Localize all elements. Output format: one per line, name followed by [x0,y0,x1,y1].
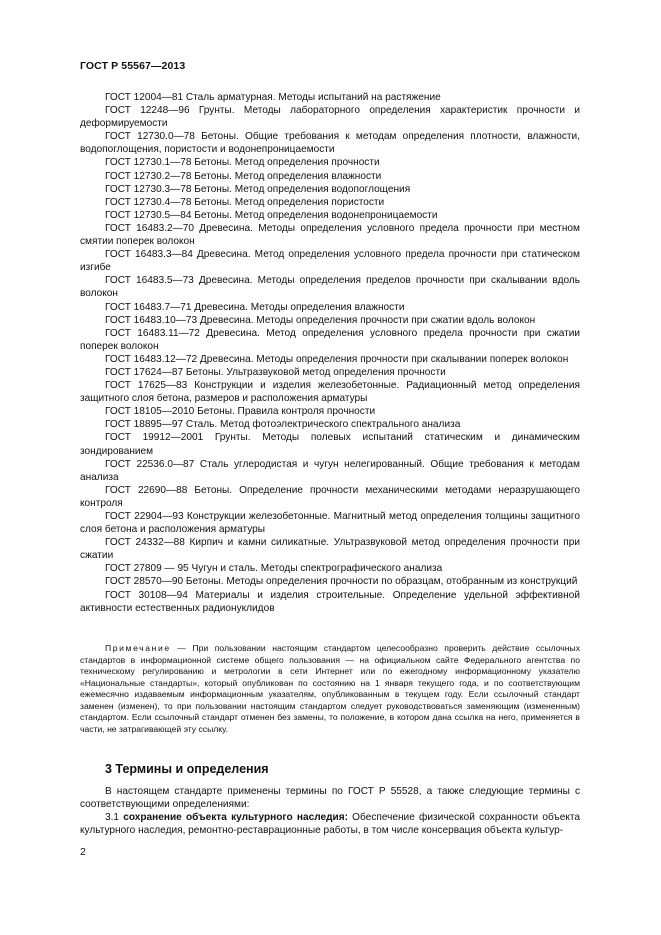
reference-item: ГОСТ 16483.12—72 Древесина. Методы определения прочности при скалывании поперек волокон [105,353,569,365]
reference-item: ГОСТ 12248—96 Грунты. Методы лабораторного определения характеристик прочности и деформируемости [80,105,580,130]
page-number: 2 [80,846,86,858]
reference-item: ГОСТ 12730.0—78 Бетоны. Общие требования к методам определения плотности, влажности, водопоглощения, пористости и водонепроницаемости [80,131,580,156]
reference-item: ГОСТ 17624—87 Бетоны. Ультразвуковой метод определения прочности [105,366,446,378]
note-text: При пользовании настоящим стандартом целесообразно проверить действие ссылочных стандартов в информационной системе общего пользования — на официальном сайте Федерального агентства по техническому регулированию и метрологии в сети Интернет или по ежегодному информационному указателю «Национальные стандарты», который опубликован по состоянию на 1 января текущего года, и по соответствующим ежемесячно издаваемым информационным указателям, опубликованным в текущем году. Если ссылочный стандарт заменен (изменен), то при пользовании настоящим стандартом следует руководствоваться заменяющим (измененным) стандартом. Если ссылочный стандарт отменен без замены, то положение, в котором дана ссылка на него, применяется в части, не затрагивающей эту ссылку. [80,643,580,734]
reference-item: ГОСТ 12730.3—78 Бетоны. Метод определения водопоглощения [105,183,411,195]
reference-item: ГОСТ 16483.5—73 Древесина. Методы определения пределов прочности при скалывании вдоль волокон [80,275,580,300]
reference-item: ГОСТ 30108—94 Материалы и изделия строительные. Определение удельной эффективной активности естественных радионуклидов [80,589,580,614]
reference-item: ГОСТ 18895—97 Сталь. Метод фотоэлектрического спектрального анализа [105,419,461,431]
reference-item: ГОСТ 12730.1—78 Бетоны. Метод определения прочности [105,157,380,169]
section-body [80,785,580,837]
reference-item: ГОСТ 12004—81 Сталь арматурная. Методы испытаний на растяжение [105,92,441,103]
normative-references-list [80,91,580,615]
reference-item: ГОСТ 16483.3—84 Древесина. Метод определения условного предела прочности при статическом изгибе [80,249,580,274]
term-name: сохранение объекта культурного наследия: [123,812,348,824]
term-definition [80,811,580,837]
reference-item: ГОСТ 17625—83 Конструкции и изделия железобетонные. Радиационный метод определения защитного слоя бетона, размеров и расположения арматуры [80,380,580,405]
reference-item: ГОСТ 27809 — 95 Чугун и сталь. Методы спектрографического анализа [105,563,443,575]
reference-item: ГОСТ 16483.11—72 Древесина. Метод определения условного предела прочности при сжатии поперек волокон [80,327,580,352]
reference-item: ГОСТ 22904—93 Конструкции железобетонные. Магнитный метод определения толщины защитного слоя бетона и расположения арматуры [80,511,580,536]
term-text: Обеспечение физической сохранности объекта культурного наследия, ремонтно-реставрационные работы, в том числе консервация объекта культур- [80,812,580,837]
reference-item: ГОСТ 16483.2—70 Древесина. Методы определения условного предела прочности при местном смятии поперек волокон [80,222,580,248]
reference-item: ГОСТ 16483.10—73 Древесина. Методы определения прочности при сжатии вдоль волокон [105,314,536,326]
reference-item: ГОСТ 22536.0—87 Сталь углеродистая и чугун нелегированный. Общие требования к методам анализа [80,458,580,483]
reference-item: ГОСТ 22690—88 Бетоны. Определение прочности механическими методами неразрушающего контроля [80,484,580,509]
reference-item: ГОСТ 18105—2010 Бетоны. Правила контроля прочности [105,406,376,418]
document-header: ГОСТ Р 55567—2013 [80,60,186,72]
note-label: Примечание [105,643,171,653]
reference-item: ГОСТ 12730.4—78 Бетоны. Метод определения пористости [105,196,385,208]
term-number: 3.1 [105,812,124,824]
section-intro: В настоящем стандарте применены термины по ГОСТ Р 55528, а также следующие термины с соответствующими определениями: [80,786,580,811]
reference-item: ГОСТ 12730.2—78 Бетоны. Метод определения влажности [105,170,382,182]
note-dash: — [170,643,193,653]
reference-item: ГОСТ 12730.5—84 Бетоны. Метод определения водонепроницаемости [105,209,438,221]
reference-item: ГОСТ 24332—88 Кирпич и камни силикатные. Ультразвуковой метод определения прочности при сжатии [80,537,580,562]
note-paragraph [80,643,580,735]
reference-item: ГОСТ 28570—90 Бетоны. Методы определения прочности по образцам, отобранным из конструкций [105,576,578,588]
reference-item: ГОСТ 19912—2001 Грунты. Методы полевых испытаний статическим и динамическим зондированием [80,432,580,457]
section-heading: 3 Термины и определения [105,762,269,776]
note-block [80,643,580,735]
reference-item: ГОСТ 16483.7—71 Древесина. Методы определения влажности [105,301,405,313]
